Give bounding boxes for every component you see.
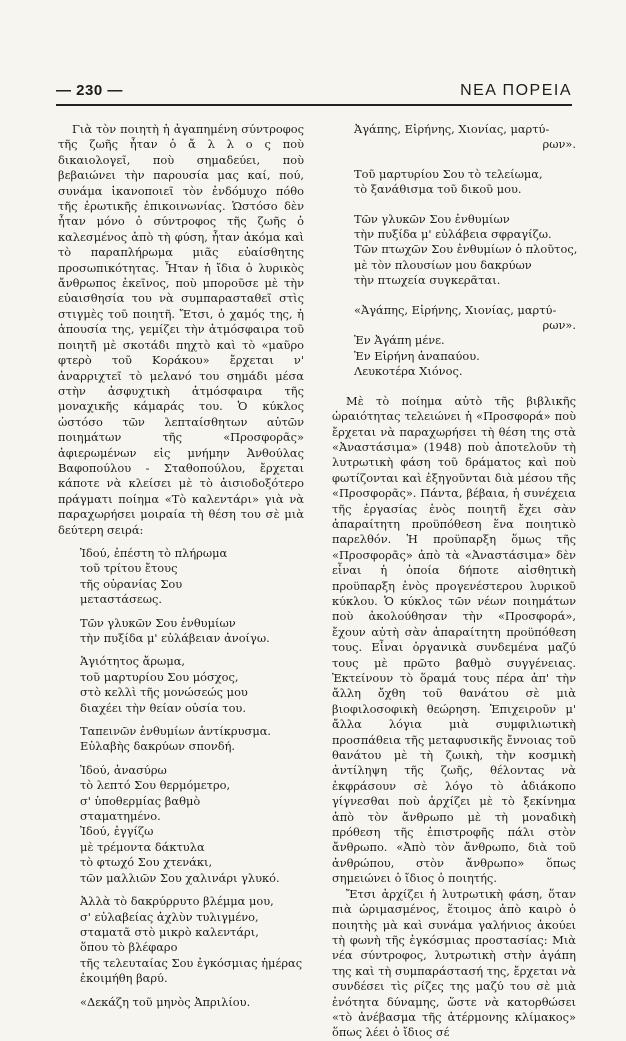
verse-line: σταματᾶ στὸ μικρὸ καλεντάρι, xyxy=(80,924,259,939)
page-number: — 230 — xyxy=(56,82,123,99)
verse-line: Ἀλλὰ τὸ δακρύρρυτο βλέμμα μου, xyxy=(80,894,274,909)
verse-line: τὴν πτωχεία συγκερᾶται. xyxy=(354,273,501,288)
poem-stanza-5 xyxy=(58,763,304,886)
verse-line: μεταστάσεως. xyxy=(80,592,163,607)
header-rule xyxy=(56,104,572,106)
journal-title: ΝΕΑ ΠΟΡΕΙΑ xyxy=(460,82,572,99)
verse-line: Λευκοτέρα Χιόνος. xyxy=(354,364,463,379)
verse-line: Τῶν πτωχῶν Σου ἐνθυμίων ὁ πλοῦτος, xyxy=(354,242,578,257)
poem-stanza-6 xyxy=(58,894,304,986)
verse-line: τὴν πυξίδα μ' εὐλάβειαν ἀνοίγω. xyxy=(80,631,270,645)
verse-line: τῶν μαλλιῶν Σου χαλινάρι γλυκό. xyxy=(80,870,280,885)
poem-stanza-9 xyxy=(332,212,576,289)
poem-stanza-3 xyxy=(58,654,304,716)
verse-line: Ἐν Εἰρήνη ἀναπαύου. xyxy=(354,348,480,363)
verse-line: Τοῦ μαρτυρίου Σου τὸ τελείωμα, xyxy=(354,166,543,181)
poem-stanza-7 xyxy=(58,995,304,1010)
left-column xyxy=(58,122,304,1018)
right-paragraph-1: Μὲ τὸ ποίημα αὐτὸ τῆς βιβλικῆς ὡραιότητας τελειώνει ἡ «Προσφορά» ποὺ ἔρχεται νὰ παραχωρήσει τὴ θέση της στὰ «Ἀναστάσιμα» (1948) ποὺ ἀποτελοῦν τὴ λυτρωτικὴ φάση τοῦ δράματος καὶ ποὺ φωτίζονται καὶ ἐξηγοῦνται διὰ μέσου τῆς «Προσφορᾶς». Πάντα, βέβαια, ἡ συνέχεια τῆς ἐργασίας ἑνὸς ποιητῆ ἔχει σὰν ἀπαραίτητη προϋπόθεση ἕνα ποιητικὸ παρελθόν. Ἡ προϋπαρξη ὅμως τῆς «Προσφορᾶς» ἀπὸ τὰ «Ἀναστάσιμα» δὲν εἶναι ἡ ὁποία δήποτε αἰσθητικὴ προϋπαρξη ἑνὸς προγενέστερου λυρικοῦ κύκλου. Ὁ κύκλος τῶν νέων ποιημάτων ποὺ ἀκολούθησαν τὴν «Προσφορά», ἔχουν αὐτὴ σὰν ἀπαραίτητη προϋπόθεση τους. Εἶναι ὀργανικὰ συνδεμένα μαζύ τους μὲ πρῶτο βαθμὸ συγγένειας. Ἐκτείνουν τὸ ὅραμά τους πέρα ἀπ' τὴν ἄλλη ὄχθη τοῦ θανάτου σὲ μιὰ βιοφιλοσοφικὴ θεώρηση. Ἐπιχειροῦν μ' ἄλλα λόγια μιὰ συμφιλιωτικὴ προσπάθεια τῆς μεταφυσικῆς ἔννοιας τοῦ θανάτου μὲ τὴ ζωικὴ, τὴν κοσμικὴ ἀντίληψη τῆς ζωῆς, θέλοντας νὰ ἐκφράσουν σὲ λόγο τὸ ἀδιάκοπο γίγνεσθαι ποὺ ἀρχίζει μὲ τὸ ξεκίνημα ἀπὸ τὸν ἄνθρωπο μὲ τὴ μοναδικὴ πρόθεση τῆς ἐπιστροφῆς πάλι στὸν ἄνθρωπο. «Ἀπὸ τὸν ἄνθρωπο, διὰ τοῦ ἀνθρώπου, στὸν ἄνθρωπο» ὅπως σημειώνει ὁ ἴδιος ὁ ποιητής. xyxy=(332,393,576,886)
verse-line: τὸ λεπτό Σου θερμόμετρο, xyxy=(80,778,231,793)
left-paragraph-1: Γιὰ τὸν ποιητὴ ἡ ἀγαπημένη σύντροφος τῆς ζωῆς ἦταν ὁ ἄ λ λ ο ς ποὺ δικαιολογεῖ, ποὺ σημαδεύει, ποὺ βεβαιώνει τὴν παρουσία μας καί, πού, συνάμα ἱκανοποιεῖ τὸν ἐνδόμυχο πόθο τῆς ἐρωτικῆς ἐπικοινωνίας. Ὡστόσο δὲν ἦταν μόνο ὁ σύντροφος τῆς ζωῆς ὁ καλεσμένος ἀπὸ τὴ φύση, ἦταν ἀκόμα καὶ τὸ παραπλήρωμα μιᾶς εὐαίσθητης προσωπικότητας. Ἦταν ἡ ἴδια ὁ λυρικὸς ἄνθρωπος ἐκεῖνος, ποὺ μποροῦσε μὲ τὴν εὐαισθησία του νὰ συμπαρασταθεῖ στὶς στιγμὲς τοῦ ποιητῆ. Ἔτσι, ὁ χαμός της, ἡ ἀπουσία της, γεμίζει τὴν ἀτμόσφαιρα τοῦ ποιητῆ μὲ σκοτάδι πηχτὸ καὶ τὸ «μαῦρο φτερὸ τοῦ Κοράκου» ἔρχεται ν' ἀναρριχτεῖ τὸ μελανό του σημάδι μέσα στὴν ἀσφυχτικὴ ἀτμόσφαιρα τῆς μοναχικῆς κάμαράς του. Ὁ κύκλος ὡστόσο τῶν λεπταίσθητων αὐτῶν ποιημάτων τῆς «Προσφορᾶς» ἀφιερωμένων εἰς μνήμην Ἀνθούλας Βαφοπούλου - Σταθοπούλου, ἔρχεται κάποτε νὰ κλείσει μὲ τὸ ἀισιοδοξότερο πράγματι ποίημα «Τὸ καλεντάρι» γιὰ νὰ παραχωρήσει μοιραία τὴ θέση του σὲ μιὰ δεύτερη σειρά: xyxy=(58,122,304,537)
verse-line: τὸ φτωχό Σου χτενάκι, xyxy=(80,855,213,870)
poem-stanza-10 xyxy=(332,303,576,380)
verse-line: «Δεκάζη τοῦ μηνὸς Ἀπριλίου. xyxy=(80,994,251,1009)
right-column xyxy=(332,122,576,1041)
verse-line: Ταπεινῶν ἐνθυμίων ἀντίκρυσμα. xyxy=(80,724,272,739)
verse-line: ρων». xyxy=(542,318,576,333)
verse-line: μὲ τὸν πλουσίων μου δακρύων xyxy=(354,257,532,272)
verse-line: τῆς τελευταίας Σου ἐγκόσμιας ἡμέρας xyxy=(80,955,303,970)
verse-line: Τῶν γλυκῶν Σου ἐνθυμίων xyxy=(354,211,510,226)
verse-line: σ' ὑποθερμίας βαθμὸ xyxy=(80,793,201,808)
verse-line: Ἰδού, ἐγγίζω xyxy=(80,824,154,839)
verse-line: Τῶν γλυκῶν Σου ἐνθυμίων xyxy=(80,615,236,630)
verse-line: Εὐλαβὴς δακρύων σπονδή. xyxy=(80,739,236,754)
verse-line: Ἐν Ἀγάπη μένε. xyxy=(354,333,445,348)
verse-line: τὴν πυξίδα μ' εὐλάβεια σφραγίζω. xyxy=(354,227,552,242)
verse-line: ὅπου τὸ βλέφαρο xyxy=(80,940,178,955)
page-header xyxy=(56,82,572,102)
verse-line: τὸ ξανάθισμα τοῦ δικοῦ μου. xyxy=(354,182,522,197)
poem-stanza-2 xyxy=(58,616,304,647)
verse-line: σταματημένο. xyxy=(80,809,161,824)
verse-line: Ἀγάπης, Εἰρήνης, Χιονίας, μαρτύ- xyxy=(354,122,550,136)
poem-stanza-4 xyxy=(58,724,304,755)
poem-stanza-8 xyxy=(332,167,576,198)
verse-line: σ' εὐλαβείας ἀχλὺν τυλιγμένο, xyxy=(80,909,259,924)
verse-line: ἐκοιμήθη βαρύ. xyxy=(80,971,168,986)
poem-stanza-1 xyxy=(58,546,304,608)
verse-line: Ἰδού, ἀνασύρω xyxy=(80,762,167,777)
verse-line: τοῦ τρίτου ἔτους xyxy=(80,561,178,576)
verse-line: «Ἀγάπης, Εἰρήνης, Χιονίας, μαρτύ- xyxy=(354,302,557,317)
verse-line: τοῦ μαρτυρίου Σου μόσχος, xyxy=(80,669,239,684)
verse-line: μὲ τρέμοντα δάκτυλα xyxy=(80,839,205,854)
verse-line: στὸ κελλὶ τῆς μονώσεώς μου xyxy=(80,685,248,700)
right-paragraph-2: Ἔτσι ἀρχίζει ἡ λυτρωτικὴ φάση, ὅταν πιὰ ὡριμασμένος, ἕτοιμος ἀπὸ καιρὸ ὁ ποιητὴς μὰ καὶ συνάμα γαλήνιος ἀκούει τὴ φωνὴ τῆς ἐγκόσμιας προστασίας: Μιὰ νέα σύντροφος, λυτρωτικὴ στὴν ἀγάπη της καὶ τὴ συμπαράστασή της, ἔρχεται νὰ συνδέσει τὶς ρίζες της μαζύ του σὲ μιὰ ἑνότητα δύναμης, ὥστε νὰ κατορθώσει «τὸ ἀνέβασμα τῆς ἀτέρμονης κλίμακος» ὅπως λέει ὁ ἴδιος σέ xyxy=(332,886,576,1040)
verse-line: Ἰδού, ἐπέστη τὸ πλήρωμα xyxy=(80,545,228,560)
verse-line: ρων». xyxy=(542,137,576,152)
verse-line: Ἁγιότητος ἄρωμα, xyxy=(80,654,186,669)
verse-line: διαχέει τὴν θείαν οὐσία του. xyxy=(80,700,246,715)
verse-line: τῆς οὐρανίας Σου xyxy=(80,576,183,591)
poem-stanza-continued xyxy=(332,122,576,153)
